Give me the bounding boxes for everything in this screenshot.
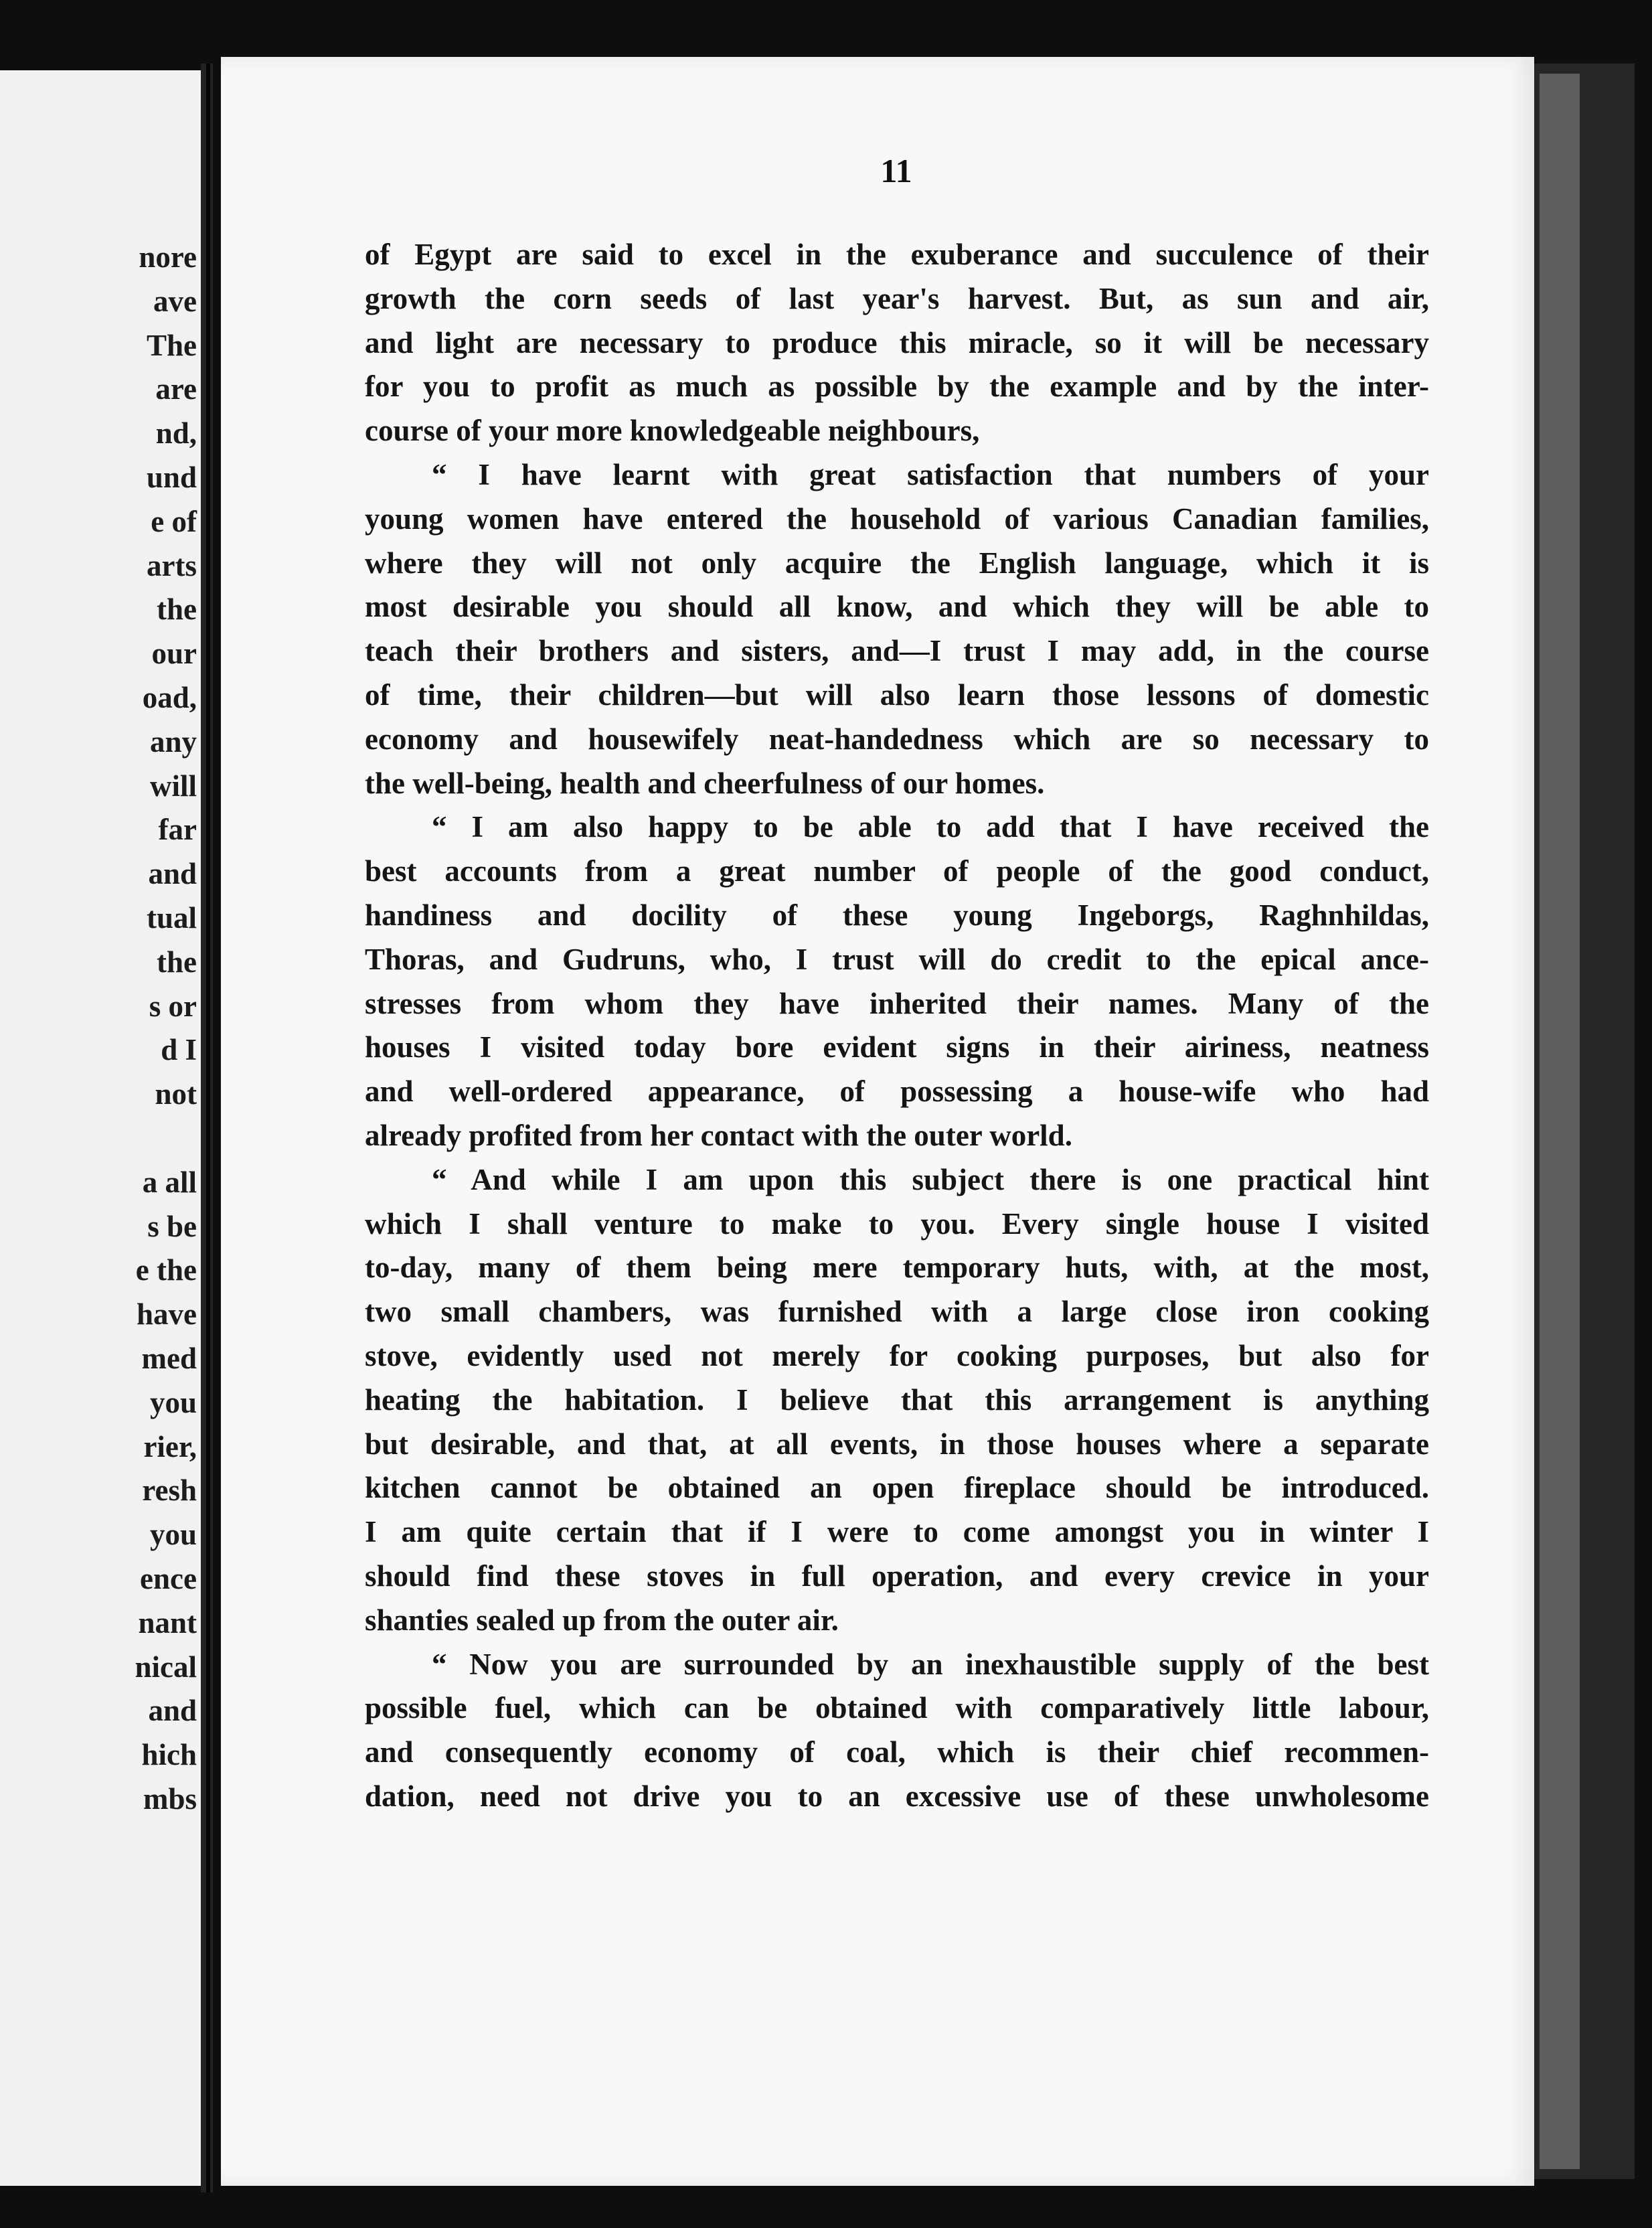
text-line: and well-ordered appearance, of possessing a house-wife who had: [365, 1075, 1429, 1109]
left-page-fragment: and: [148, 1694, 197, 1728]
left-page-fragment: not: [155, 1077, 197, 1111]
text-line: “ I have learnt with great satisfaction that numbers of your: [432, 457, 1429, 491]
left-page-fragment: you: [149, 1518, 197, 1552]
left-page-fragment: a all: [142, 1165, 197, 1199]
text-line: handiness and docility of these young Ingeborgs, Raghnhildas,: [365, 898, 1429, 932]
left-page-fragment: med: [141, 1341, 197, 1375]
text-line: should find these stoves in full operation, and every crevice in your: [365, 1559, 1429, 1593]
text-line: the well-being, health and cheerfulness of our homes.: [365, 766, 1045, 800]
text-line: stove, evidently used not merely for cooking purposes, but also for: [365, 1338, 1429, 1372]
left-page-fragment: and: [148, 857, 197, 891]
text-line: young women have entered the household of various Canadian families,: [365, 501, 1429, 536]
text-line: course of your more knowledgeable neighbours,: [365, 414, 980, 448]
left-page-fragment: nant: [138, 1605, 197, 1640]
text-line: possible fuel, which can be obtained with comparatively little labour,: [365, 1691, 1429, 1725]
left-page-fragment: s or: [149, 989, 197, 1023]
left-page-fragment: nd,: [155, 416, 197, 451]
left-page-fragment: e the: [135, 1253, 197, 1287]
text-line: which I shall venture to make to you. Every single house I visited: [365, 1206, 1429, 1241]
left-page-fragment: The: [146, 328, 197, 362]
text-line: stresses from whom they have inherited their names. Many of the: [365, 986, 1429, 1020]
left-page-fragment: d I: [161, 1033, 197, 1067]
left-page-fragment: oad,: [142, 680, 197, 714]
left-page-fragment: mbs: [143, 1781, 197, 1816]
left-page-fragment: have: [137, 1297, 197, 1332]
text-line: and consequently economy of coal, which is their chief recommen-: [365, 1735, 1429, 1769]
left-page-fragment: the: [157, 592, 197, 627]
text-line: most desirable you should all know, and which they will be able to: [365, 590, 1429, 624]
left-page-fragment: s be: [147, 1209, 197, 1243]
left-page-fragment: hich: [141, 1738, 197, 1772]
text-line: “ And while I am upon this subject there is one practical hint: [432, 1162, 1429, 1196]
text-line: kitchen cannot be obtained an open fireplace should be introduced.: [365, 1471, 1429, 1505]
text-line: but desirable, and that, at all events, in those houses where a separate: [365, 1427, 1429, 1461]
left-page-fragment: tual: [146, 900, 197, 935]
text-line: teach their brothers and sisters, and—I trust I may add, in the course: [365, 634, 1429, 668]
text-line: of time, their children—but will also learn those lessons of domestic: [365, 678, 1429, 712]
text-line: shanties sealed up from the outer air.: [365, 1603, 839, 1637]
left-page-fragment: arts: [147, 548, 197, 582]
page-number: 11: [880, 152, 912, 189]
text-line: to-day, many of them being mere temporary huts, with, at the most,: [365, 1251, 1429, 1285]
left-page-fragment: any: [149, 724, 197, 759]
left-page-text-fragments: [0, 236, 197, 1822]
left-facing-page: [0, 70, 209, 2186]
text-line: already profited from her contact with the outer world.: [365, 1118, 1072, 1152]
left-page-fragment: nore: [139, 240, 197, 274]
text-line: for you to profit as much as possible by the example and by the inter-: [365, 370, 1429, 404]
left-page-fragment: our: [151, 637, 197, 671]
text-line: heating the habitation. I believe that this arrangement is anything: [365, 1382, 1429, 1417]
left-page-fragment: rier,: [143, 1429, 197, 1463]
text-line: and light are necessary to produce this miracle, so it will be necessary: [365, 325, 1429, 360]
text-line: of Egypt are said to excel in the exuberance and succulence of their: [365, 238, 1429, 271]
text-line: economy and housewifely neat-handedness which are so necessary to: [365, 722, 1429, 756]
left-page-fragment: ence: [140, 1561, 197, 1595]
text-line: Thoras, and Gudruns, who, I trust will do credit to the epical ance-: [365, 942, 1429, 976]
text-line: “ Now you are surrounded by an inexhaustible supply of the best: [432, 1647, 1429, 1681]
left-page-fragment: e of: [151, 504, 197, 538]
text-line: “ I am also happy to be able to add that I have received the: [432, 810, 1429, 844]
text-line: growth the corn seeds of last year's harvest. But, as sun and air,: [365, 281, 1429, 315]
gutter-shadow-line: [206, 64, 210, 2193]
left-page-fragment: [0, 1117, 197, 1161]
text-line: two small chambers, was furnished with a large close iron cooking: [365, 1295, 1429, 1329]
page-body-text: [365, 233, 1429, 1819]
left-page-fragment: und: [146, 460, 197, 494]
text-line: I am quite certain that if I were to come amongst you in winter I: [365, 1515, 1429, 1549]
text-line: best accounts from a great number of people of the good conduct,: [365, 854, 1429, 888]
page-stack-highlight: [1540, 74, 1580, 2169]
text-line: where they will not only acquire the English language, which it is: [365, 546, 1429, 580]
text-line: dation, need not drive you to an excessive use of these unwholesome: [365, 1779, 1429, 1813]
text-line: houses I visited today bore evident signs in their airiness, neatness: [365, 1030, 1429, 1064]
left-page-fragment: will: [149, 769, 197, 803]
left-page-fragment: resh: [142, 1474, 197, 1508]
left-page-fragment: you: [149, 1385, 197, 1419]
left-page-fragment: are: [155, 372, 197, 406]
left-page-fragment: the: [157, 945, 197, 979]
left-page-fragment: ave: [153, 284, 197, 318]
left-page-fragment: far: [158, 813, 197, 847]
left-page-fragment: nical: [135, 1650, 197, 1684]
